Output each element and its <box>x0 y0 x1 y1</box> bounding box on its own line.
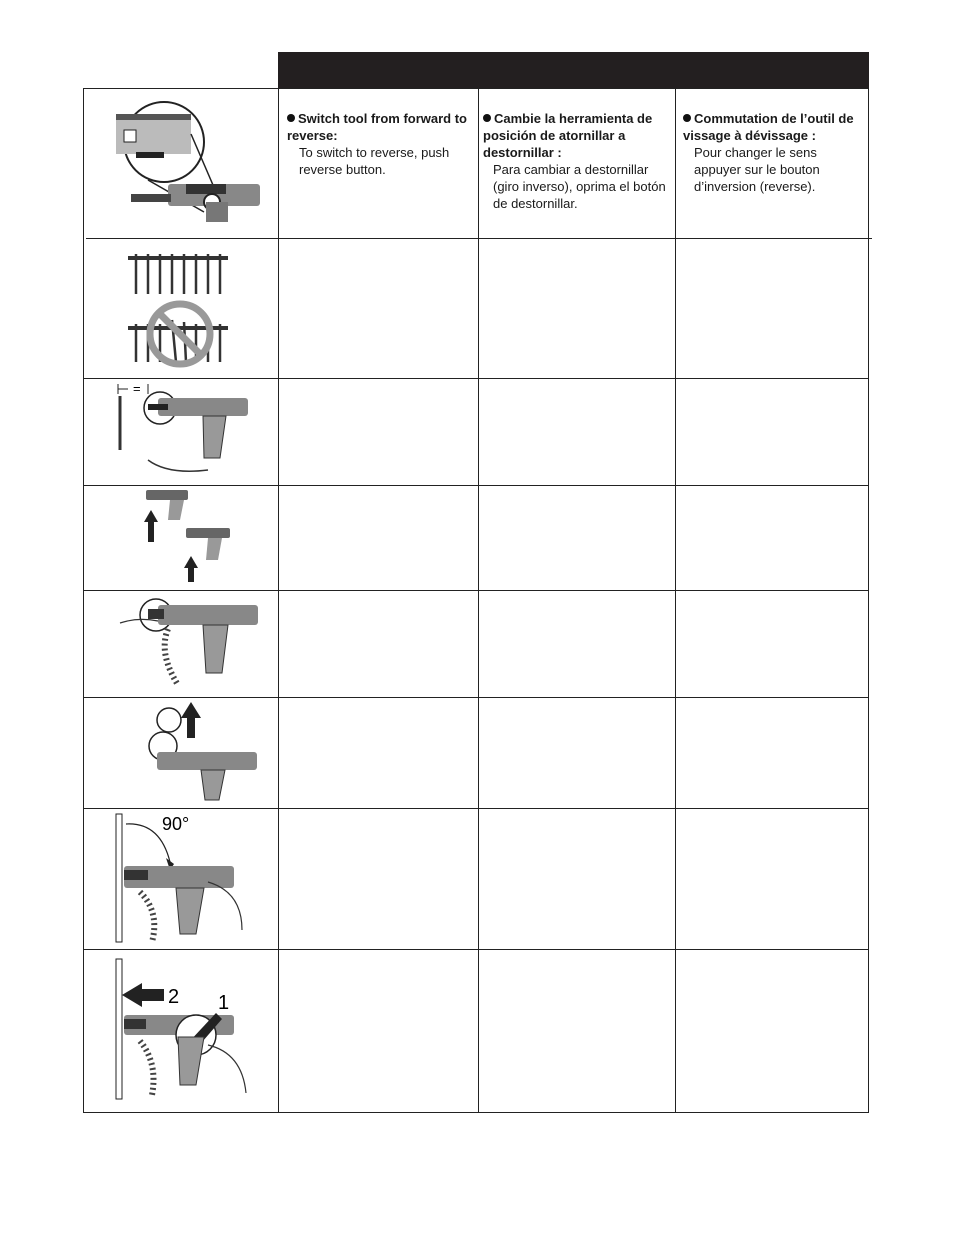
header-bar <box>278 52 869 89</box>
column-divider <box>478 88 479 1113</box>
bullet-icon <box>483 114 491 122</box>
column-divider <box>278 88 279 1113</box>
strip-feed-illustration <box>118 593 268 693</box>
row-divider <box>83 590 869 591</box>
spanish-body: Para cambiar a destornillar (giro inverso), oprima el botón de destornillar. <box>493 162 666 211</box>
row-divider <box>83 485 869 486</box>
tool-depth-illustration <box>108 380 258 482</box>
equal-sign: = <box>133 381 141 396</box>
bullet-icon <box>683 114 691 122</box>
cell-spanish <box>483 110 671 212</box>
strip-removal-illustration <box>112 953 262 1109</box>
row-divider <box>86 238 872 239</box>
angle-label: 90° <box>162 814 190 834</box>
step-one-label: 1 <box>218 992 230 1014</box>
step-two-label: 2 <box>168 986 180 1008</box>
french-title: Commutation de l’outil de vissage à dévissage : <box>683 111 854 143</box>
french-body: Pour changer le sens appuyer sur le bouton d’inversion (reverse). <box>694 145 820 194</box>
english-body: To switch to reverse, push reverse button. <box>299 145 450 177</box>
perpendicular-driving-illustration <box>112 812 262 946</box>
row-divider <box>83 697 869 698</box>
column-divider <box>675 88 676 1113</box>
strip-pull-illustration <box>135 700 265 804</box>
row-divider <box>83 949 869 950</box>
english-title: Switch tool from forward to reverse: <box>287 111 467 143</box>
screw-strip-illustration <box>126 250 236 370</box>
row-divider <box>83 378 869 379</box>
row-divider <box>83 808 869 809</box>
row-divider <box>83 88 869 89</box>
cell-french <box>683 110 863 195</box>
bullet-icon <box>287 114 295 122</box>
cell-english <box>287 110 473 178</box>
spanish-title: Cambie la herramienta de posición de atornillar a destornillar : <box>483 111 653 160</box>
strip-loading-illustration <box>140 488 240 586</box>
reverse-button-detail-illustration <box>86 92 276 236</box>
